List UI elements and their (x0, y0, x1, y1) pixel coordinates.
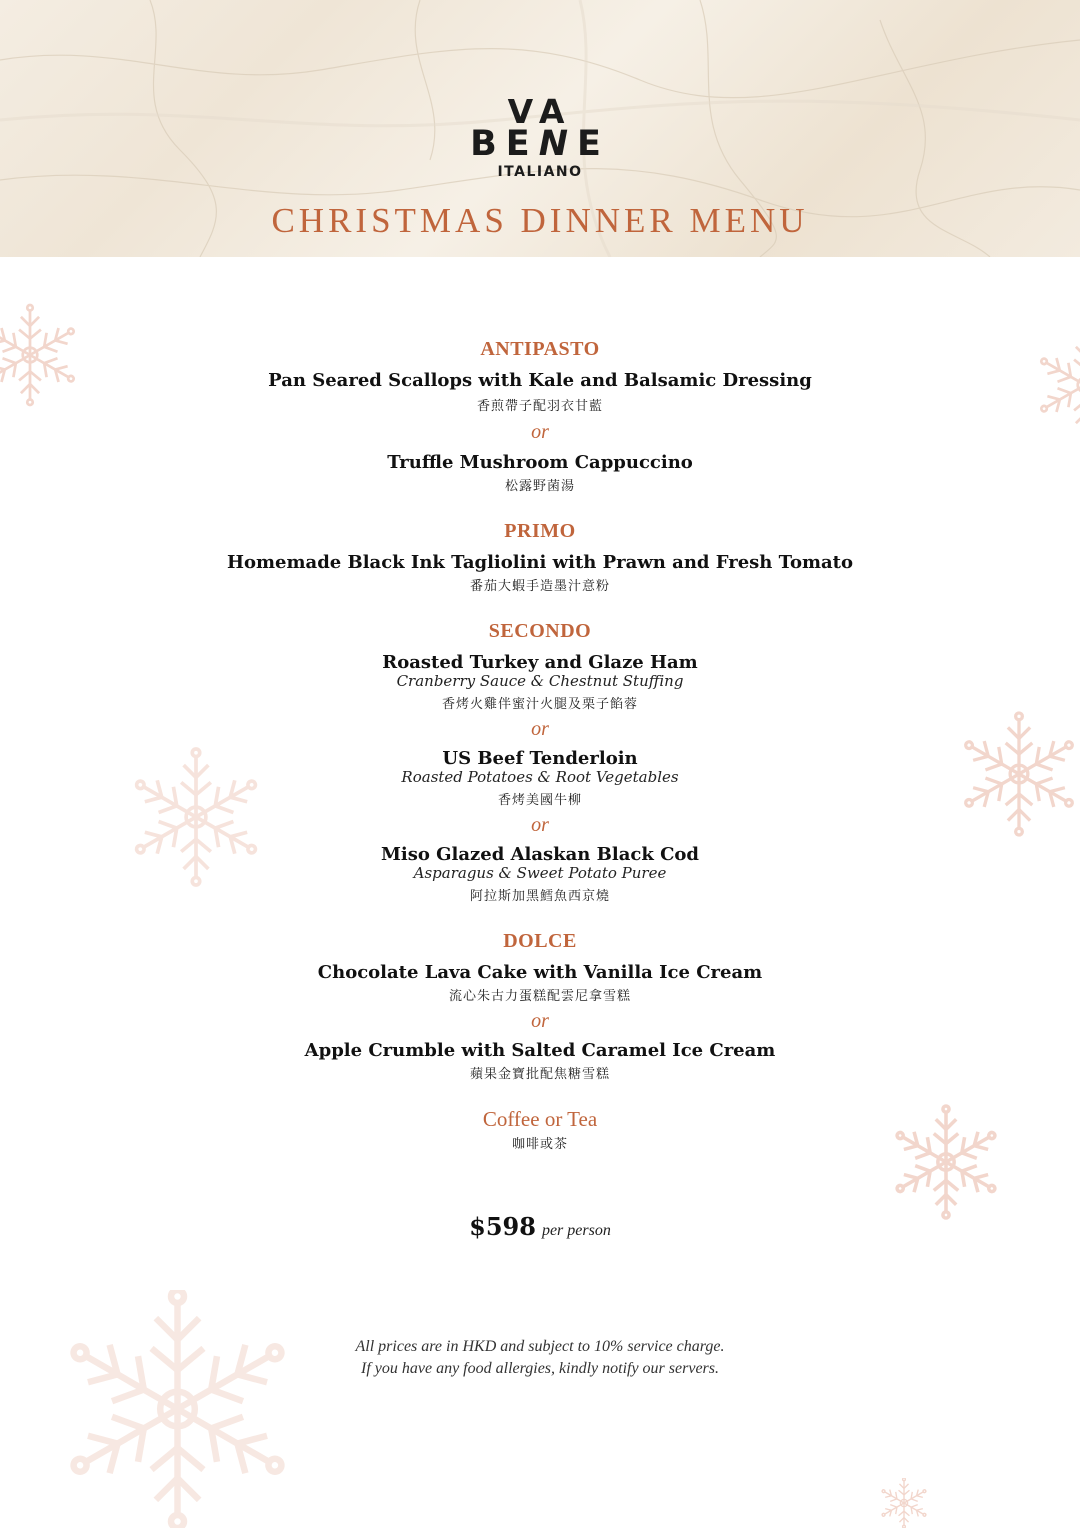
dish-name: Roasted Turkey and Glaze Ham (382, 652, 698, 673)
dish-name-chinese: 香烤美國牛柳 (497, 793, 582, 808)
price-row (0, 1212, 1080, 1241)
category-dolce: DOLCE (503, 930, 577, 952)
beverage-name: Coffee or Tea (482, 1107, 598, 1131)
dish-name-chinese: 香煎帶子配羽衣甘藍 (476, 399, 603, 414)
price-amount: $598 (469, 1212, 536, 1241)
snowflake-icon (866, 1478, 942, 1528)
dish-name-chinese: 蘋果金寶批配焦糖雪糕 (469, 1067, 610, 1082)
dish-name: Apple Crumble with Salted Caramel Ice Cream (304, 1040, 776, 1061)
or-separator: or (531, 421, 549, 443)
dish-name: Pan Seared Scallops with Kale and Balsamic Dressing (268, 370, 812, 391)
footer-note-line1: All prices are in HKD and subject to 10% service charge. (355, 1338, 725, 1355)
footer-note-line2: If you have any food allergies, kindly notify our servers. (361, 1360, 719, 1377)
brand-logo-line3: ITALIANO (497, 164, 583, 180)
dish-name-chinese: 香烤火雞伴蜜汁火腿及栗子餡蓉 (441, 697, 638, 712)
dish-name: Chocolate Lava Cake with Vanilla Ice Cream (317, 962, 763, 983)
brand-logo-line2: BENE (470, 124, 610, 164)
header-banner (0, 0, 1080, 257)
dish-name: Truffle Mushroom Cappuccino (387, 452, 693, 473)
dish-name: US Beef Tenderloin (442, 748, 638, 769)
dish-description: Asparagus & Sweet Potato Puree (413, 864, 667, 882)
dish-name: Homemade Black Ink Tagliolini with Prawn and Fresh Tomato (226, 552, 854, 573)
snowflake-icon (55, 1290, 300, 1528)
or-separator: or (531, 1010, 549, 1032)
dish-description: Roasted Potatoes & Root Vegetables (401, 768, 679, 786)
or-separator: or (531, 718, 549, 740)
dish-name-chinese: 流心朱古力蛋糕配雲尼拿雪糕 (448, 989, 631, 1004)
dish-name-chinese: 松露野菌湯 (504, 479, 575, 494)
category-secondo: SECONDO (488, 620, 592, 642)
dish-name-chinese: 番茄大蝦手造墨汁意粉 (469, 579, 610, 594)
menu-title: CHRISTMAS DINNER MENU (271, 201, 809, 240)
category-antipasto: ANTIPASTO (480, 338, 600, 360)
price-unit: per person (541, 1222, 611, 1239)
brand-logo-line1: VA (507, 92, 573, 131)
dish-name: Miso Glazed Alaskan Black Cod (381, 844, 699, 865)
dish-description: Cranberry Sauce & Chestnut Stuffing (396, 672, 684, 690)
dish-name-chinese: 阿拉斯加黑鱈魚西京燒 (469, 889, 610, 904)
or-separator: or (531, 814, 549, 836)
beverage-name-chinese: 咖啡或茶 (511, 1137, 568, 1152)
category-primo: PRIMO (504, 520, 576, 542)
